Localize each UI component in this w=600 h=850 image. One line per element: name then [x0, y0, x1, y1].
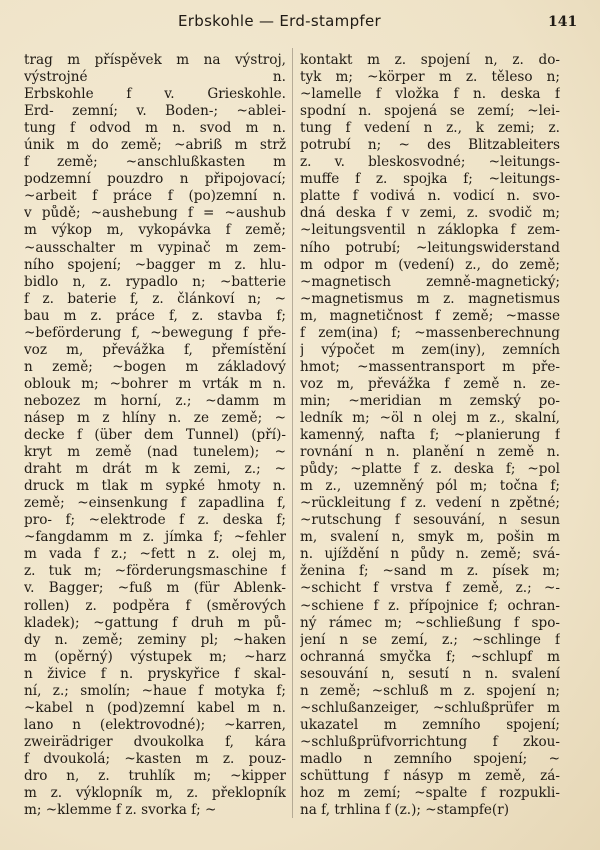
right-column-line: potrubí n; ~ des Blitzableiters: [300, 137, 560, 154]
left-column-line: ~fangdamm m z. jímka f; ~fehler: [24, 529, 286, 546]
left-column-line: ní, z.; smolín; ~haue f motyka f;: [24, 682, 286, 699]
right-column-line: voz m, převážka f země n. ze-: [300, 375, 560, 392]
right-column-line: na f, trhlina f (z.); ~stampfe(r): [300, 802, 510, 819]
right-column-line: kamenný, nafta f; ~planierung f: [300, 427, 560, 444]
column-divider: [292, 48, 293, 818]
right-column-line: kontakt m z. spojení n, z. do-: [300, 52, 560, 68]
left-column-line: zweirädriger dvoukolka f, kára: [24, 733, 286, 750]
right-column-line: n země; ~schluß m z. spojení n;: [300, 682, 560, 699]
left-column-line: f země; ~anschlußkasten m: [24, 154, 286, 171]
left-column: [24, 52, 286, 819]
right-column-line: m z., uzemněný pól m; točna f;: [300, 478, 560, 495]
right-column-line: m, magnetičnost f země; ~masse: [300, 307, 560, 324]
left-column-line: m; ~klemme f z. svorka f; ~: [24, 802, 217, 819]
left-column-line: Erd- zemní; v. Boden-; ~ablei-: [24, 103, 286, 120]
left-column-line: země; ~einsenkung f zapadlina f,: [24, 495, 286, 512]
left-column-line: dy n. země; zeminy pl; ~haken: [24, 631, 286, 648]
left-column-line: draht m drát m k zemi, z.; ~: [24, 461, 286, 478]
left-column-line: dro n, z. truhlík m; ~kipper: [24, 767, 286, 784]
left-column-line: decke f (über dem Tunnel) (pří)-: [24, 427, 286, 444]
left-column-line: n země; ~bogen m základový: [24, 358, 286, 375]
left-column-line: kryt m země (nad tunelem); ~: [24, 444, 286, 461]
left-column-line: bidlo n, z. rypadlo n; ~batterie: [24, 273, 286, 290]
right-column-line: spodní n. spojená se zemí; ~lei-: [300, 103, 560, 120]
right-column-line: ~magnetisch zemně-magnetický;: [300, 273, 560, 290]
left-column-line: ~beförderung f, ~bewegung f pře-: [24, 324, 286, 341]
running-head: [0, 10, 600, 34]
right-column-line: ~rückleitung f z. vedení n zpětné;: [300, 495, 560, 512]
left-column-line: ního spojení; ~bagger m z. hlu-: [24, 256, 286, 273]
left-column-line: n živice f n. pryskyřice f skal-: [24, 665, 286, 682]
right-column-line: sesouvání n, sesutí n n. svalení: [300, 665, 560, 682]
left-column-line: bau m z. práce f, z. stavba f;: [24, 307, 286, 324]
right-column-line: n. ujíždění n půdy n. země; svá-: [300, 546, 560, 563]
right-column-line: m, svalení n, smyk m, pošin m: [300, 529, 560, 546]
right-column-line: j výpočet m zem(iny), zemních: [300, 341, 560, 358]
right-column-line: m odpor m (vedení) z., do země;: [300, 256, 560, 273]
left-column-line: tung f odvod m n. svod m n.: [24, 120, 286, 137]
left-column-line: v. Bagger; ~fuß m (für Ablenk-: [24, 580, 286, 597]
left-column-line: v půdě; ~aushebung f = ~aushub: [24, 205, 286, 222]
right-column-line: ~schlußprüfvorrichtung f zkou-: [300, 733, 560, 750]
left-column-line: podzemní pouzdro n připojovací;: [24, 171, 286, 188]
left-column-line: Erbskohle f v. Grieskohle.: [24, 86, 286, 103]
right-column-line: ~schicht f vrstva f země, z.; ~-: [300, 580, 560, 597]
right-column-line: ~magnetismus m z. magnetismus: [300, 290, 560, 307]
right-column: [300, 52, 560, 819]
right-column-line: dná deska f v zemi, z. svodič m;: [300, 205, 560, 222]
right-column-line: ukazatel m zemního spojení;: [300, 716, 560, 733]
left-column-line: m výkop m, vykopávka f země;: [24, 222, 286, 239]
right-column-line: rovnání n n. planění n země n.: [300, 444, 560, 461]
left-column-line: lano n (elektrovodné); ~karren,: [24, 716, 286, 733]
right-column-line: z. v. bleskosvodné; ~leitungs-: [300, 154, 560, 171]
left-column-line: trag m příspěvek m na výstroj,: [24, 52, 286, 68]
right-column-line: tung f vedení n z., k zemi; z.: [300, 120, 560, 137]
left-column-line: m vada f z.; ~fett n z. olej m,: [24, 546, 286, 563]
left-column-line: f z. baterie f, z. článkoví n; ~: [24, 290, 286, 307]
right-column-line: ního potrubí; ~leitungswiderstand: [300, 239, 560, 256]
left-column-line: rollen) z. podpěra f (směrových: [24, 597, 286, 614]
right-column-line: ~rutschung f sesouvání, n sesun: [300, 512, 560, 529]
left-column-line: ~ausschalter m vypinač m zem-: [24, 239, 286, 256]
left-column-line: kladek); ~gattung f druh m pů-: [24, 614, 286, 631]
left-column-line: násep m z hlíny n. ze země; ~: [24, 409, 286, 426]
right-column-line: ženina f; ~sand m z. písek m;: [300, 563, 560, 580]
left-column-line: m z. výklopník m, z. překlopník: [24, 785, 286, 802]
right-column-line: ~leitungsventil n záklopka f zem-: [300, 222, 560, 239]
left-column-line: f dvoukolá; ~kasten m z. pouz-: [24, 750, 286, 767]
right-column-line: ledník m; ~öl n olej m z., skalní,: [300, 409, 560, 426]
right-column-line: hoz m zemí; ~spalte f rozpukli-: [300, 785, 560, 802]
right-column-line: muffe f z. spojka f; ~leitungs-: [300, 171, 560, 188]
left-column-line: oblouk m; ~bohrer m vrták m n.: [24, 375, 286, 392]
right-column-line: hmot; ~massentransport m pře-: [300, 358, 560, 375]
right-column-line: ~schiene f z. přípojnice f; ochran-: [300, 597, 560, 614]
left-column-line: ~arbeit f práce f (po)zemní n.: [24, 188, 286, 205]
left-column-line: nebozez m horní, z.; ~damm m: [24, 392, 286, 409]
right-column-line: půdy; ~platte f z. deska f; ~pol: [300, 461, 560, 478]
left-column-line: ~kabel n (pod)zemní kabel m n.: [24, 699, 286, 716]
right-column-line: ~lamelle f vložka f n. deska f: [300, 86, 560, 103]
running-head-title: Erbskohle — Erd-stampfer: [178, 12, 381, 30]
right-column-line: madlo n zemního spojení; ~: [300, 750, 560, 767]
right-column-line: ~schlußanzeiger, ~schlußprüfer m: [300, 699, 560, 716]
right-column-line: schüttung f násyp m země, zá-: [300, 767, 560, 784]
left-column-line: voz m, převážka f, přemístění: [24, 341, 286, 358]
left-column-line: z. tuk m; ~förderungsmaschine f: [24, 563, 286, 580]
page-number: 141: [548, 14, 578, 30]
right-column-line: ný rámec m; ~schließung f spo-: [300, 614, 560, 631]
right-column-line: jení n se zemí, z.; ~schlinge f: [300, 631, 560, 648]
left-column-line: výstrojné n.: [24, 69, 286, 86]
right-column-line: tyk m; ~körper m z. těleso n;: [300, 69, 560, 86]
left-column-line: únik m do země; ~abriß m strž: [24, 137, 286, 154]
right-column-line: platte f vodivá n. vodicí n. svo-: [300, 188, 560, 205]
left-column-line: druck m tlak m sypké hmoty n.: [24, 478, 286, 495]
left-column-line: m (opěrný) výstupek m; ~harz: [24, 648, 286, 665]
right-column-line: f zem(ina) f; ~massenberechnung: [300, 324, 560, 341]
right-column-line: min; ~meridian m zemský po-: [300, 392, 560, 409]
right-column-line: ochranná smyčka f; ~schlupf m: [300, 648, 560, 665]
left-column-line: pro- f; ~elektrode f z. deska f;: [24, 512, 286, 529]
